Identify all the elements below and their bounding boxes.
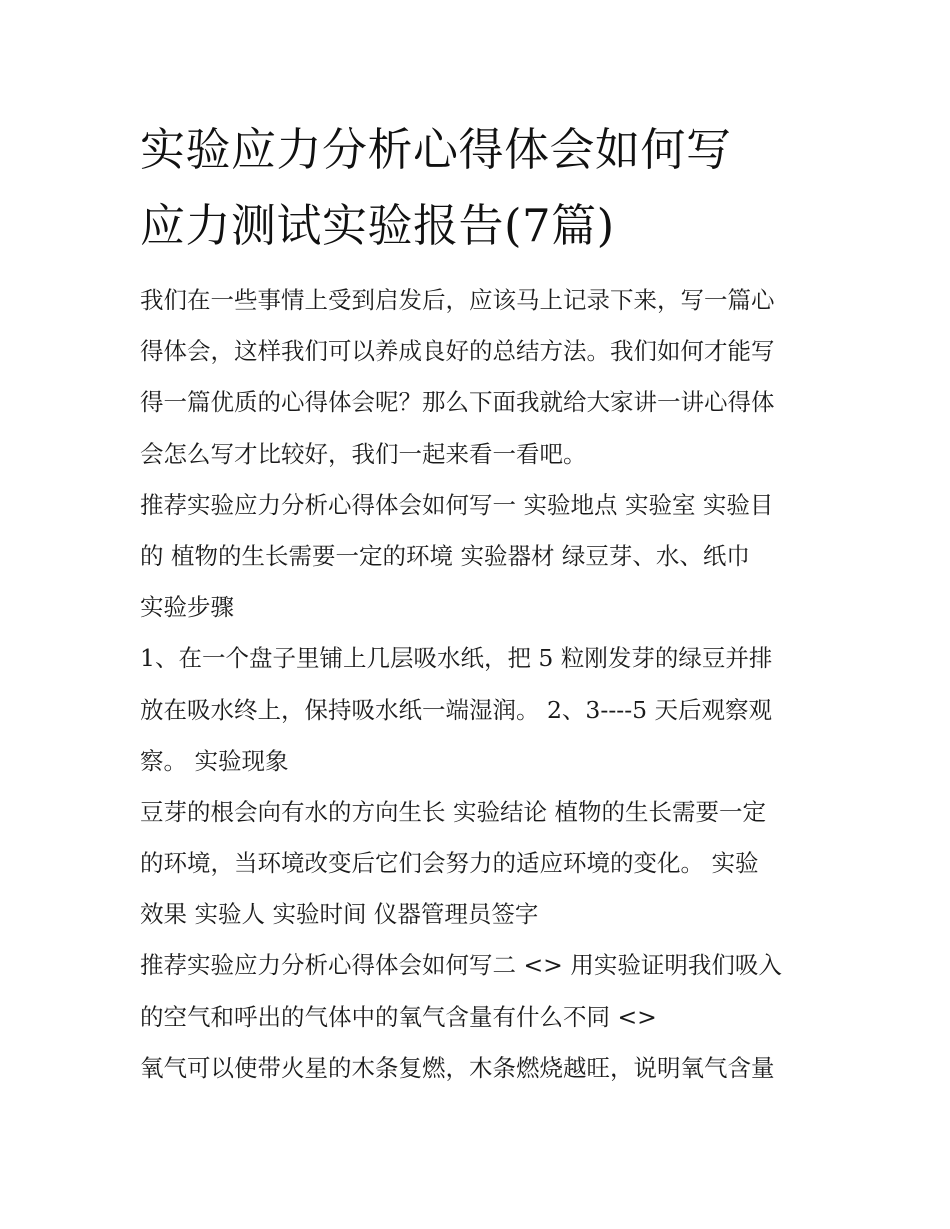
title-line-1: 实验应力分析心得体会如何写 [140,123,732,176]
body-line: 效果 实验人 实验时间 仪器管理员签字 [140,900,539,929]
body-line: 得一篇优质的心得体会呢？那么下面我就给大家讲一讲心得体 [140,388,775,417]
body-line: 我们在一些事情上受到启发后，应该马上记录下来，写一篇心 [140,286,775,314]
body-line: 会怎么写才比较好，我们一起来看一看吧。 [140,439,587,468]
document-title [140,112,830,264]
document-body [140,275,820,1094]
body-line: 1、在一个盘子里铺上几层吸水纸，把 5 粒刚发芽的绿豆并排 [140,644,773,673]
body-line: 实验步骤 [140,593,234,622]
body-line: 的空气和呼出的气体中的氧气含量有什么不同 <> [140,1002,657,1031]
body-line: 的环境，当环境改变后它们会努力的适应环境的变化。 实验 [140,849,759,878]
body-line: 推荐实验应力分析心得体会如何写一 实验地点 实验室 实验目 [140,490,774,519]
body-line: 放在吸水终上，保持吸水纸一端湿润。 2、3----5 天后观察观 [140,695,773,724]
body-line: 得体会，这样我们可以养成良好的总结方法。我们如何才能写 [140,337,775,366]
body-line: 氧气可以使带火星的木条复燃，木条燃烧越旺，说明氧气含量 [140,1053,775,1082]
body-line: 豆芽的根会向有水的方向生长 实验结论 植物的生长需要一定 [140,797,766,826]
title-line-2: 应力测试实验报告(7篇) [140,199,615,252]
body-line: 察。 实验现象 [140,746,289,775]
body-line: 推荐实验应力分析心得体会如何写二 <> 用实验证明我们吸入 [140,951,782,980]
body-line: 的 植物的生长需要一定的环境 实验器材 绿豆芽、水、纸巾 [140,541,750,570]
